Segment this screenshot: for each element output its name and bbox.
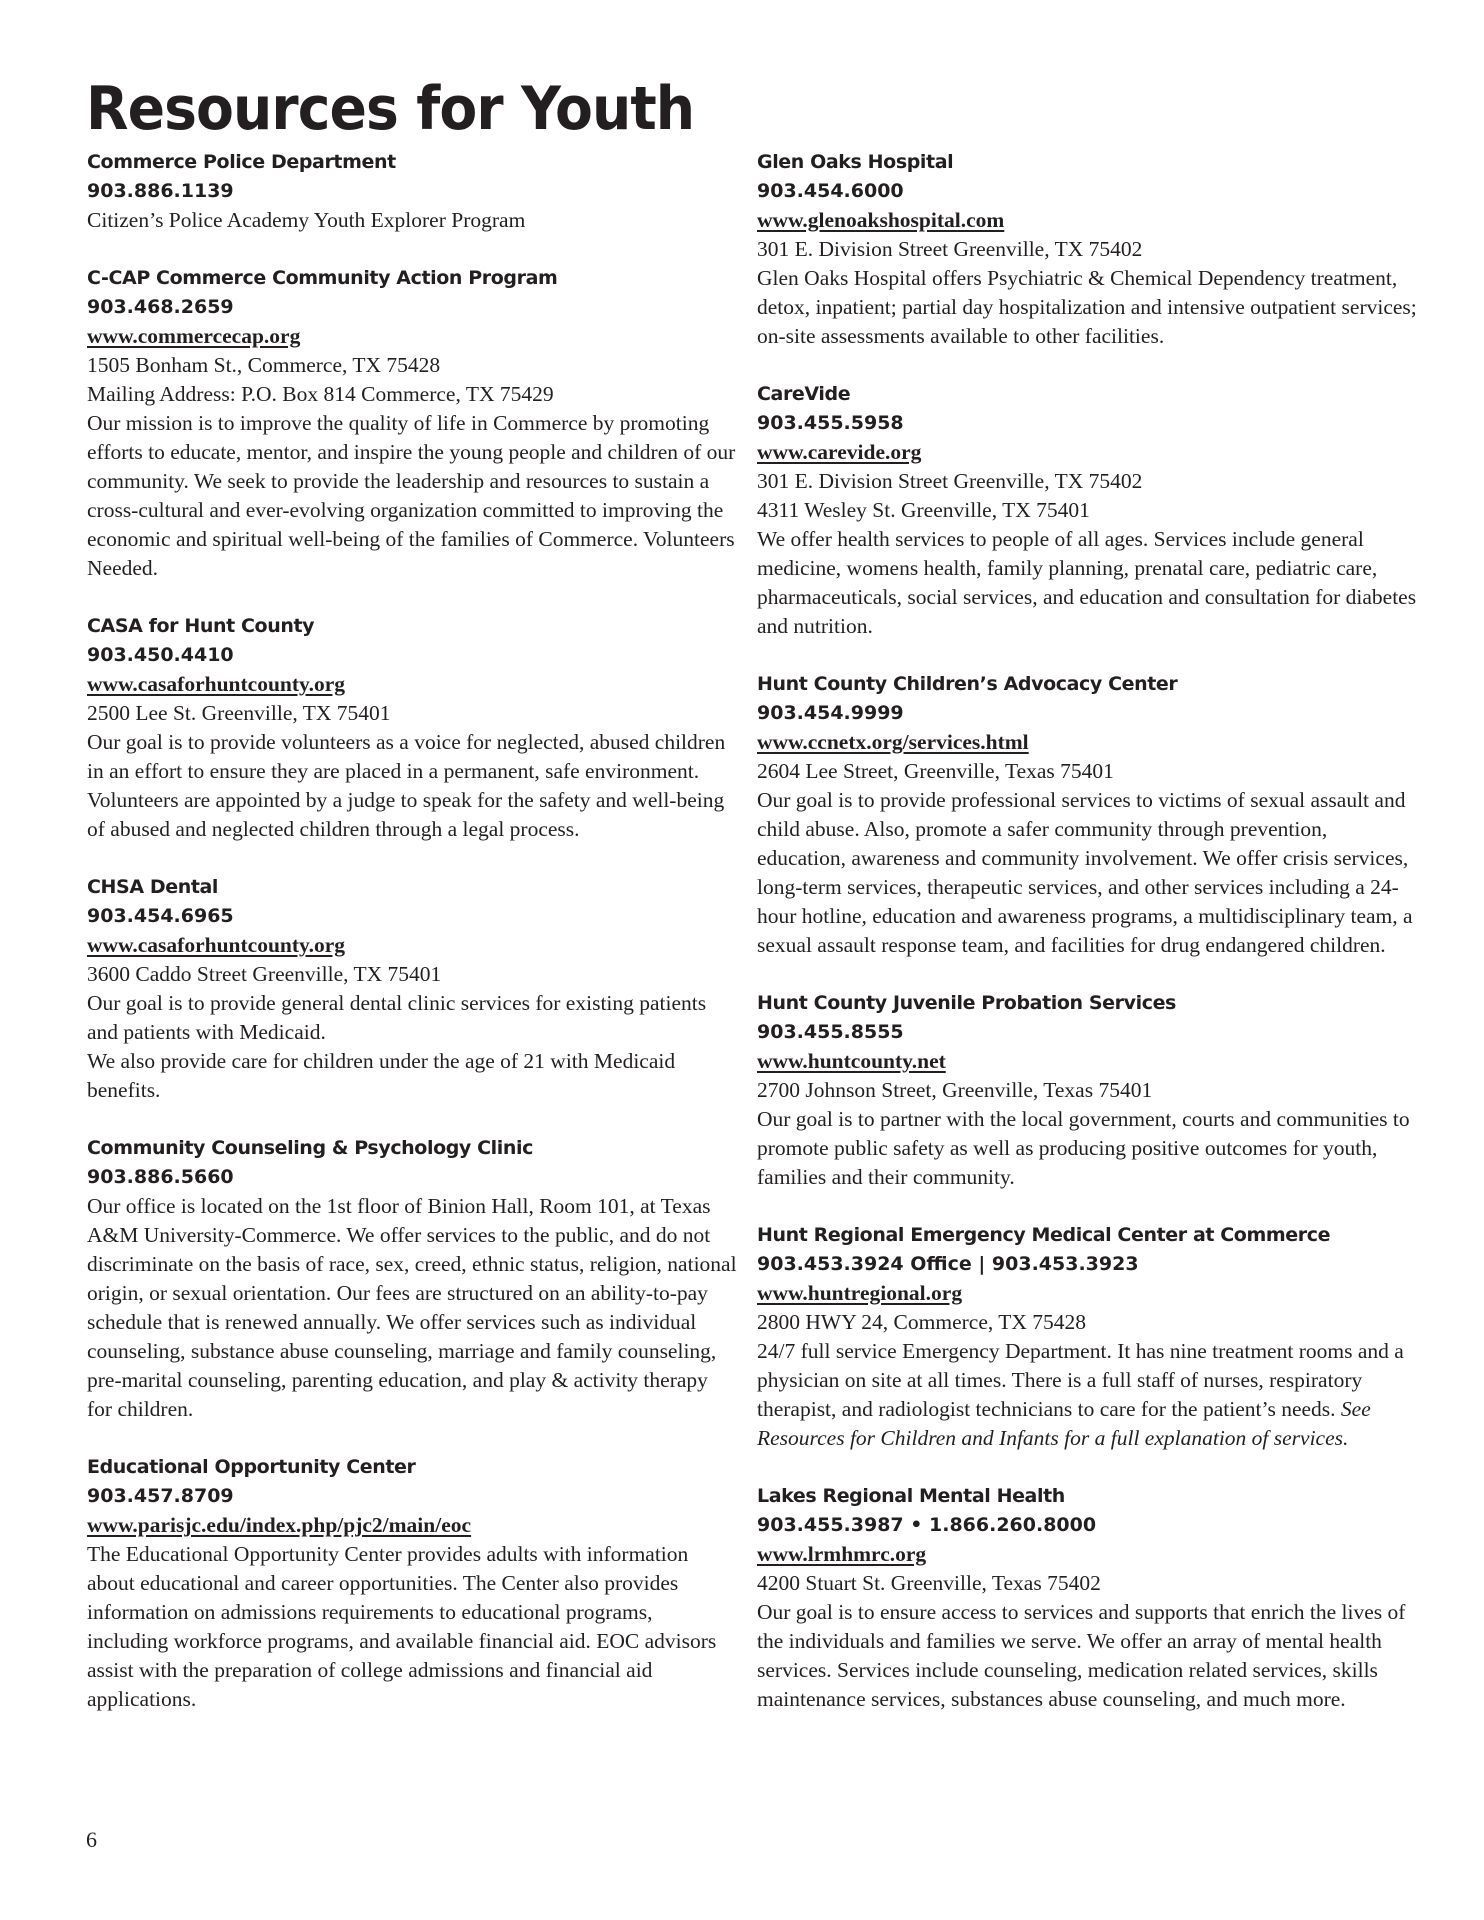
resource-link[interactable]: www.lrmhmrc.org bbox=[757, 1542, 927, 1566]
resource-entry bbox=[757, 1482, 1417, 1714]
resource-phone: 903.450.4410 bbox=[87, 644, 234, 666]
resource-entry bbox=[87, 148, 737, 235]
resource-description-note: See Resources for Children and Infants for a full explanation of services. bbox=[757, 1397, 1371, 1450]
resource-link[interactable]: www.parisjc.edu/index.php/pjc2/main/eoc bbox=[87, 1513, 472, 1537]
resource-phone: 903.455.8555 bbox=[757, 1021, 904, 1043]
resource-link[interactable]: www.huntcounty.net bbox=[757, 1049, 946, 1073]
resource-phone: 903.453.3924 Office | 903.453.3923 bbox=[757, 1253, 1139, 1275]
resource-name: C-CAP Commerce Community Action Program bbox=[87, 267, 558, 289]
resource-address: 301 E. Division Street Greenville, TX 75402 bbox=[757, 469, 1143, 493]
resource-link[interactable]: www.ccnetx.org/services.html bbox=[757, 730, 1029, 754]
right-column bbox=[757, 148, 1417, 1743]
resource-entry bbox=[87, 873, 737, 1105]
resource-name: Lakes Regional Mental Health bbox=[757, 1485, 1065, 1507]
resource-link[interactable]: www.glenoakshospital.com bbox=[757, 208, 1005, 232]
resource-description: Our office is located on the 1st floor of Binion Hall, Room 101, at Texas A&M University-Commerce. We offer services to the public, and do not discriminate on the basis of race, sex, creed, ethnic status, religion, national origin, or sexual orientation. Our fees are structured on an ability-to-pay schedule that is renewed annually. We offer services such as individual counseling, substance abuse counseling, marriage and family counseling, pre-marital counseling, parenting education, and play & activity therapy for children. bbox=[87, 1194, 737, 1421]
resource-address-2: 4311 Wesley St. Greenville, TX 75401 bbox=[757, 498, 1090, 522]
resource-address: 2604 Lee Street, Greenville, Texas 75401 bbox=[757, 759, 1114, 783]
resource-description: Our goal is to provide volunteers as a voice for neglected, abused children in an effort to ensure they are placed in a permanent, safe environment. Volunteers are appointed by a judge to speak for the safety and well-being of abused and neglected children through a legal process. bbox=[87, 730, 726, 841]
resource-phone: 903.886.5660 bbox=[87, 1166, 234, 1188]
resource-entry bbox=[757, 380, 1417, 641]
resource-name: Glen Oaks Hospital bbox=[757, 151, 954, 173]
page-title: Resources for Youth bbox=[86, 74, 695, 144]
resource-entry bbox=[87, 612, 737, 844]
resource-description: Our mission is to improve the quality of life in Commerce by promoting efforts to educate, mentor, and inspire the young people and children of our community. We seek to provide the leadership and resources to sustain a cross-cultural and ever-evolving organization committed to improving the economic and spiritual well-being of the families of Commerce. Volunteers Needed. bbox=[87, 411, 736, 580]
resource-description-line: Our goal is to provide general dental clinic services for existing patients and patients with Medicaid. bbox=[87, 991, 707, 1044]
resource-address: 2700 Johnson Street, Greenville, Texas 75401 bbox=[757, 1078, 1153, 1102]
resource-phone: 903.457.8709 bbox=[87, 1485, 234, 1507]
page-number: 6 bbox=[86, 1827, 97, 1852]
resource-description: Our goal is to partner with the local government, courts and communities to promote public safety as well as producing positive outcomes for youth, families and their community. bbox=[757, 1107, 1410, 1189]
resource-name: CASA for Hunt County bbox=[87, 615, 315, 637]
resource-link[interactable]: www.casaforhuntcounty.org bbox=[87, 933, 346, 957]
resource-entry bbox=[757, 148, 1417, 351]
resource-description-text: 24/7 full service Emergency Department. It has nine treatment rooms and a physician on site at all times. There is a full staff of nurses, respiratory therapist, and radiologist technicians to care for the patient’s needs. bbox=[757, 1339, 1404, 1421]
resource-address: 3600 Caddo Street Greenville, TX 75401 bbox=[87, 962, 442, 986]
resource-link[interactable]: www.casaforhuntcounty.org bbox=[87, 672, 346, 696]
left-column bbox=[87, 148, 737, 1743]
resource-name: Hunt Regional Emergency Medical Center at Commerce bbox=[757, 1224, 1331, 1246]
resource-name: Commerce Police Department bbox=[87, 151, 396, 173]
resource-name: CHSA Dental bbox=[87, 876, 219, 898]
resource-name: Educational Opportunity Center bbox=[87, 1456, 416, 1478]
resource-entry bbox=[757, 670, 1417, 960]
resource-link[interactable]: www.huntregional.org bbox=[757, 1281, 963, 1305]
resource-phone: 903.454.6965 bbox=[87, 905, 234, 927]
resource-address: 4200 Stuart St. Greenville, Texas 75402 bbox=[757, 1571, 1101, 1595]
resource-entry bbox=[87, 1453, 737, 1714]
resource-entry bbox=[757, 989, 1417, 1192]
resource-link[interactable]: www.carevide.org bbox=[757, 440, 922, 464]
resource-name: Community Counseling & Psychology Clinic bbox=[87, 1137, 534, 1159]
resource-phone: 903.455.3987 • 1.866.260.8000 bbox=[757, 1514, 1097, 1536]
resource-address: 2500 Lee St. Greenville, TX 75401 bbox=[87, 701, 391, 725]
resource-address: 2800 HWY 24, Commerce, TX 75428 bbox=[757, 1310, 1087, 1334]
resource-phone: 903.886.1139 bbox=[87, 180, 234, 202]
resource-link[interactable]: www.commercecap.org bbox=[87, 324, 301, 348]
resource-address: 301 E. Division Street Greenville, TX 75402 bbox=[757, 237, 1143, 261]
resource-name: Hunt County Children’s Advocacy Center bbox=[757, 673, 1178, 695]
resource-description: The Educational Opportunity Center provides adults with information about educational and career opportunities. The Center also provides information on admissions requirements to educational programs, including workforce programs, and available financial aid. EOC advisors assist with the preparation of college admissions and financial aid applications. bbox=[87, 1542, 717, 1711]
resource-phone: 903.454.9999 bbox=[757, 702, 904, 724]
resource-phone: 903.468.2659 bbox=[87, 296, 234, 318]
resource-entry bbox=[87, 264, 737, 583]
resource-entry bbox=[757, 1221, 1417, 1453]
resource-name: Hunt County Juvenile Probation Services bbox=[757, 992, 1176, 1014]
resource-description: Our goal is to ensure access to services and supports that enrich the lives of the individuals and families we serve. We offer an array of mental health services. Services include counseling, medication related services, skills maintenance services, substances abuse counseling, and much more. bbox=[757, 1600, 1406, 1711]
resource-description: Citizen’s Police Academy Youth Explorer Program bbox=[87, 208, 526, 232]
resource-phone: 903.455.5958 bbox=[757, 412, 904, 434]
resource-description: Our goal is to provide professional services to victims of sexual assault and child abuse. Also, promote a safer community through prevention, education, awareness and community involvement. We offer crisis services, long-term services, therapeutic services, and other services including a 24-hour hotline, education and awareness programs, a multidisciplinary team, a sexual assault response team, and facilities for drug endangered children. bbox=[757, 788, 1413, 957]
resource-phone: 903.454.6000 bbox=[757, 180, 904, 202]
resource-address: 1505 Bonham St., Commerce, TX 75428 bbox=[87, 353, 441, 377]
resource-mailing-address: Mailing Address: P.O. Box 814 Commerce, TX 75429 bbox=[87, 382, 554, 406]
resource-description: Glen Oaks Hospital offers Psychiatric & Chemical Dependency treatment, detox, inpatient; partial day hospitalization and intensive outpatient services; on-site assessments available to other facilities. bbox=[757, 266, 1417, 348]
resource-description: We also provide care for children under the age of 21 with Medicaid benefits. bbox=[87, 1049, 676, 1102]
resource-description bbox=[757, 1337, 1417, 1453]
resource-description: We offer health services to people of all ages. Services include general medicine, womens health, family planning, prenatal care, pediatric care, pharmaceuticals, social services, and education and consultation for diabetes and nutrition. bbox=[757, 527, 1417, 638]
resource-name: CareVide bbox=[757, 383, 851, 405]
resource-entry bbox=[87, 1134, 737, 1424]
